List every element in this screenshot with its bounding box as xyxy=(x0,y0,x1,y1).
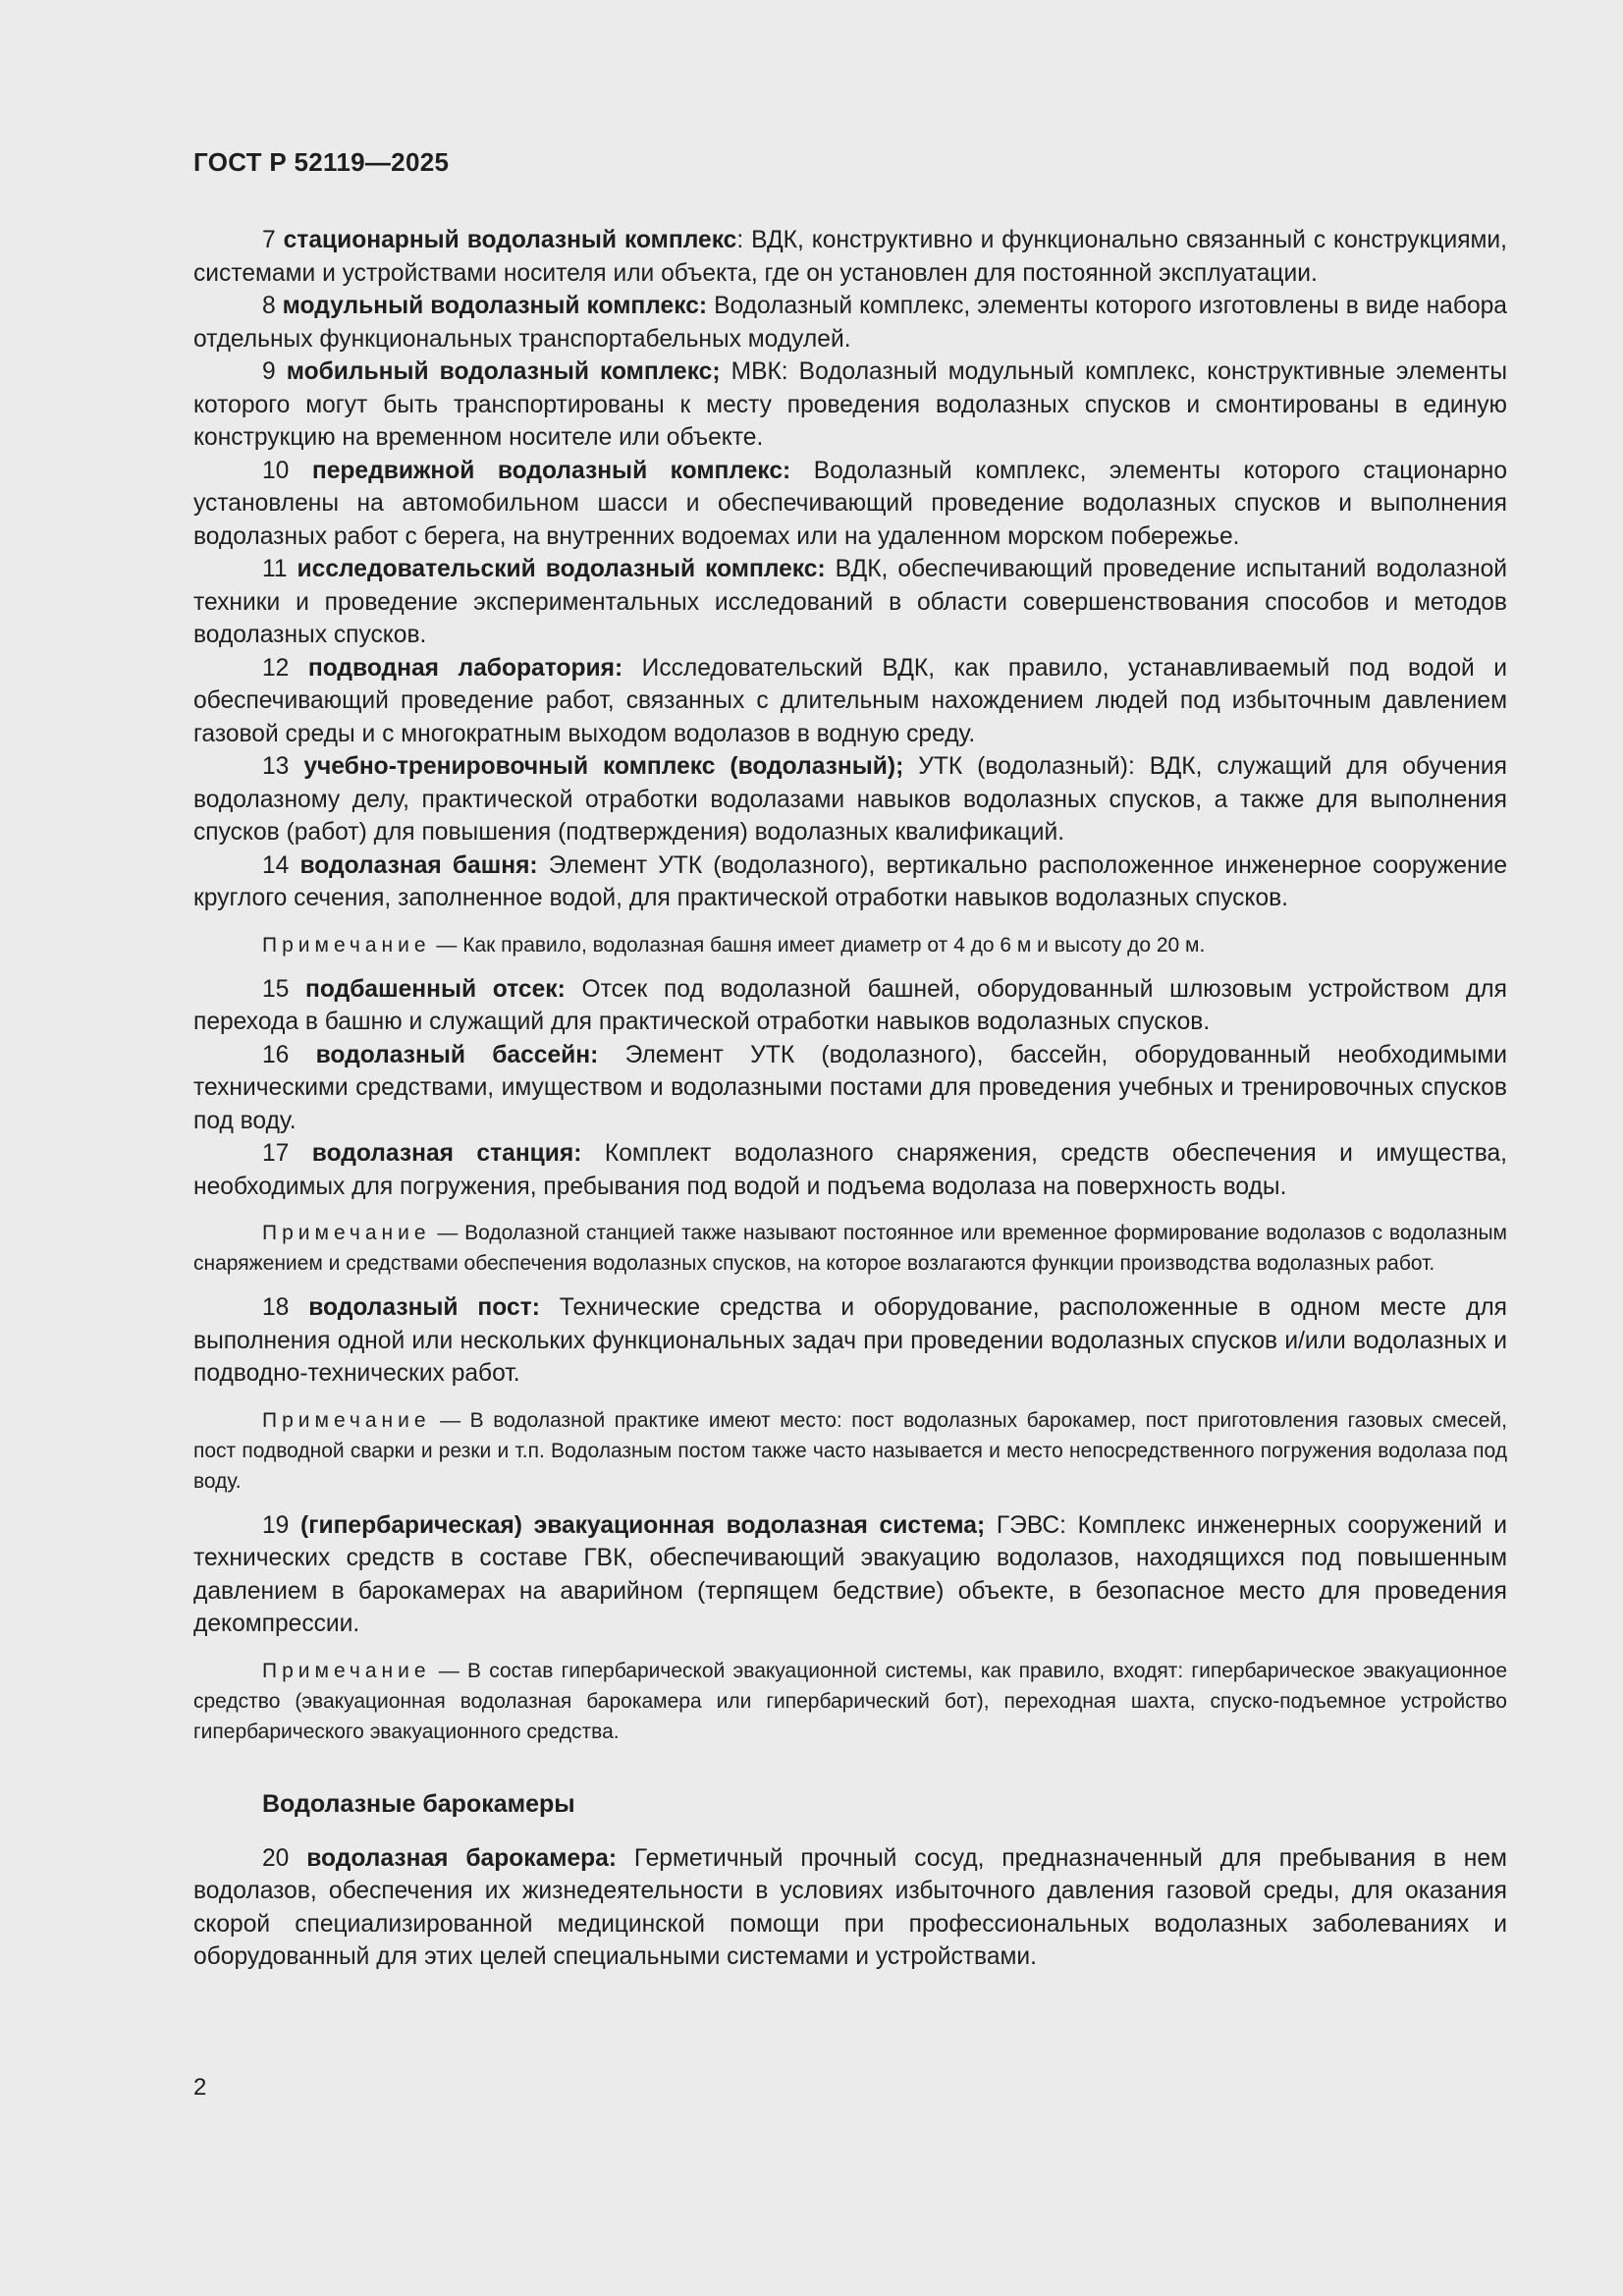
term-name: (гипербарическая) эвакуационная водолазная система; xyxy=(300,1511,986,1539)
term-name: модульный водолазный комплекс: xyxy=(282,293,708,319)
term-definition: Элемент УТК (водолазного), бассейн, оборудованный необходимыми техническими средствами, имуществом и водолазными постами для проведения учебных и тренировочных спусков под воду. xyxy=(193,1041,1507,1134)
document-body xyxy=(193,224,1507,1974)
term-definition: Элемент УТК (водолазного), вертикально расположенное инженерное сооружение круглого сечения, заполненное водой, для практической отработки навыков водолазных спусков. xyxy=(193,851,1507,911)
term-definition: Водолазный комплекс, элементы которого изготовлены в виде набора отдельных функциональных транспортабельных модулей. xyxy=(193,293,1507,353)
term-name: водолазный пост: xyxy=(308,1294,540,1321)
term-entry-20 xyxy=(193,1842,1507,1974)
term-entry-13 xyxy=(193,750,1507,849)
note-text: — Водолазной станцией также называют постоянное или временное формирование водолазов с водолазным снаряжением и средствами обеспечения водолазных спусков, на которое возлагаются функции производства водолазных работ. xyxy=(193,1222,1507,1275)
note-17 xyxy=(193,1218,1507,1279)
note-18 xyxy=(193,1405,1507,1497)
note-label: Примечание xyxy=(262,1408,431,1432)
term-definition: Технические средства и оборудование, расположенные в одном месте для выполнения одной или нескольких функциональных задач при проведении водолазных спусков и/или водолазных и подводно-технических работ. xyxy=(193,1294,1507,1387)
term-number: 9 xyxy=(262,358,287,385)
term-entry-8 xyxy=(193,290,1507,355)
term-definition: УТК (водолазный): ВДК, служащий для обучения водолазному делу, практической отработки водолазами навыков водолазных спусков, а также для выполнения спусков (работ) для повышения (подтверждения) водолазных квалификаций. xyxy=(193,753,1507,846)
term-number: 16 xyxy=(262,1041,316,1068)
term-definition: Водолазный комплекс, элементы которого стационарно установлены на автомобильном шасси и обеспечивающий проведение водолазных спусков и выполнения водолазных работ с берега, на внутренних водоемах или на удаленном морском побережье. xyxy=(193,457,1508,550)
term-entry-10 xyxy=(193,455,1507,554)
note-label: Примечание xyxy=(262,933,431,957)
term-number: 17 xyxy=(262,1140,312,1167)
term-number: 14 xyxy=(262,851,300,879)
note-text: — Как правило, водолазная башня имеет диаметр от 4 до 6 м и высоту до 20 м. xyxy=(430,933,1206,957)
term-name: водолазная барокамера: xyxy=(306,1844,618,1872)
term-number: 13 xyxy=(262,753,304,780)
term-entry-17 xyxy=(193,1137,1507,1203)
term-definition: ГЭВС: Комплекс инженерных сооружений и технических средств в составе ГВК, обеспечивающий эвакуацию водолазов, находящихся под повышенным давлением в барокамерах на аварийном (терпящем бедствие) объекте, в безопасное место для проведения декомпрессии. xyxy=(193,1511,1507,1637)
note-text: — В водолазной практике имеют место: пост водолазных барокамер, пост приготовления газовых смесей, пост подводной сварки и резки и т.п. Водолазным постом также часто называется и место непосредственного погружения водолаза под воду. xyxy=(193,1408,1507,1493)
note-label: Примечание xyxy=(262,1659,431,1682)
term-definition: : ВДК, конструктивно и функционально связанный с конструкциями, системами и устройствами носителя или объекта, где он установлен для постоянной эксплуатации. xyxy=(193,227,1507,287)
term-definition: МВК: Водолазный модульный комплекс, конструктивные элементы которого могут быть транспортированы к месту проведения водолазных спусков и смонтированы в единую конструкцию на временном носителе или объекте. xyxy=(193,358,1507,451)
term-number: 11 xyxy=(262,556,298,582)
term-name: учебно-тренировочный комплекс (водолазный); xyxy=(303,753,904,780)
term-number: 15 xyxy=(262,975,306,1003)
term-number: 19 xyxy=(262,1511,301,1539)
note-14 xyxy=(193,930,1507,960)
term-name: водолазная башня: xyxy=(299,851,538,879)
term-name: мобильный водолазный комплекс; xyxy=(286,358,721,385)
note-text: — В состав гипербарической эвакуационной системы, как правило, входят: гипербарическое эвакуационное средство (эвакуационная водолазная барокамера или гипербарический бот), переходная шахта, спуско-подъемное устройство гипербарического эвакуационного средства. xyxy=(193,1659,1507,1743)
section-heading: Водолазные барокамеры xyxy=(262,1789,575,1818)
term-number: 7 xyxy=(262,227,284,253)
term-definition: Комплект водолазного снаряжения, средств обеспечения и имущества, необходимых для погружения, пребывания под водой и подъема водолаза на поверхность воды. xyxy=(193,1140,1507,1200)
term-entry-15 xyxy=(193,973,1507,1039)
document-code-header: ГОСТ Р 52119—2025 xyxy=(193,147,450,177)
term-name: передвижной водолазный комплекс: xyxy=(311,457,791,484)
term-name: подбашенный отсек: xyxy=(305,975,566,1003)
term-name: водолазная станция: xyxy=(311,1140,582,1167)
term-number: 10 xyxy=(262,457,312,484)
term-entry-16 xyxy=(193,1039,1507,1138)
term-entry-12 xyxy=(193,652,1507,751)
term-entry-18 xyxy=(193,1291,1507,1391)
page-number: 2 xyxy=(193,2074,207,2101)
term-definition: Исследовательский ВДК, как правило, устанавливаемый под водой и обеспечивающий проведение работ, связанных с длительным нахождением людей под избыточным давлением газовой среды и с многократным выходом водолазов в водную среду. xyxy=(193,654,1507,747)
term-number: 18 xyxy=(262,1294,309,1321)
note-19 xyxy=(193,1656,1507,1747)
term-number: 20 xyxy=(262,1844,307,1872)
term-entry-9 xyxy=(193,355,1507,455)
term-definition: ВДК, обеспечивающий проведение испытаний водолазной техники и проведение экспериментальных исследований в области совершенствования способов и методов водолазных спусков. xyxy=(193,556,1507,648)
term-number: 12 xyxy=(262,654,308,682)
term-entry-11 xyxy=(193,553,1507,652)
term-name: водолазный бассейн: xyxy=(315,1041,599,1068)
term-name: подводная лаборатория: xyxy=(307,654,623,682)
term-number: 8 xyxy=(262,293,283,319)
term-entry-7 xyxy=(193,224,1507,290)
term-definition: Герметичный прочный сосуд, предназначенный для пребывания в нем водолазов, обеспечения их жизнедеятельности в условиях избыточного давления газовой среды, для оказания скорой специализированной медицинской помощи при профессиональных водолазных заболеваниях и оборудованный для этих целей специальными системами и устройствами. xyxy=(193,1844,1507,1970)
note-label: Примечание xyxy=(262,1222,431,1244)
term-entry-14 xyxy=(193,849,1507,915)
term-name: стационарный водолазный комплекс xyxy=(283,227,737,253)
term-entry-19 xyxy=(193,1509,1507,1641)
term-name: исследовательский водолазный комплекс: xyxy=(297,556,826,582)
term-definition: Отсек под водолазной башней, оборудованный шлюзовым устройством для перехода в башню и служащий для практической отработки навыков водолазных спусков. xyxy=(193,975,1507,1035)
